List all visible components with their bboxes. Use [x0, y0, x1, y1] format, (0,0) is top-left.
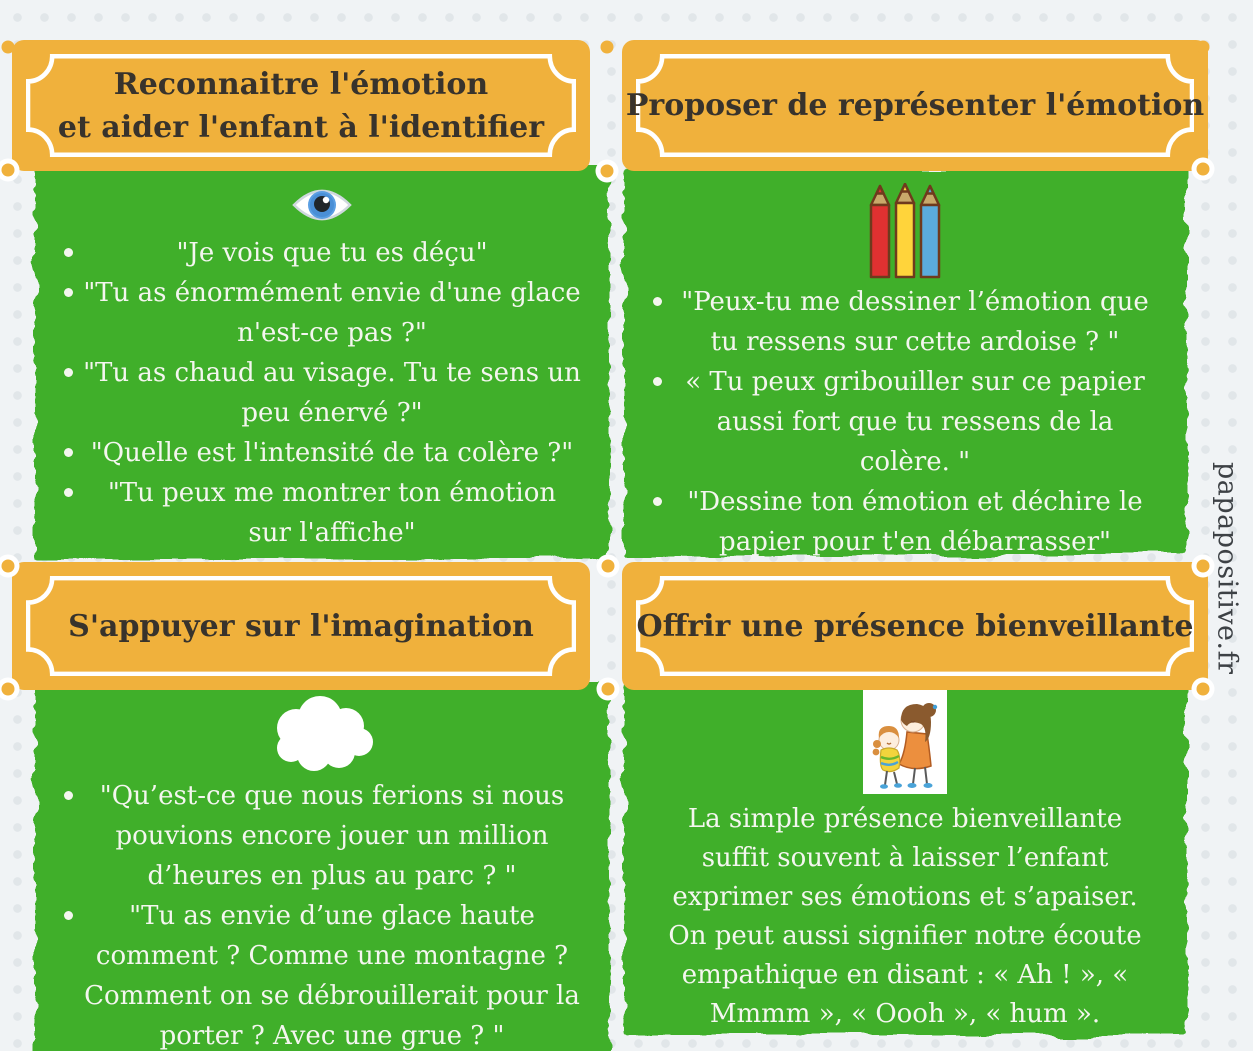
hug-illustration [863, 690, 947, 794]
site-watermark: papapositive.fr [1211, 461, 1243, 675]
pencils-icon [869, 183, 941, 279]
content-box-recognize [35, 171, 609, 559]
list-item: "Qu’est-ce que nous ferions si nous pouvions encore jouer un million d’heures en plus au parc ? " [35, 776, 609, 896]
bullet-list-imagination [35, 776, 609, 1051]
banner-imagination [12, 562, 590, 690]
content-box-represent [624, 174, 1186, 555]
corner-rivet [601, 165, 614, 178]
list-item: « Tu peux gribouiller sur ce papier aussi fort que tu ressens de la colère. " [624, 362, 1186, 482]
corner-rivet [1197, 683, 1210, 696]
list-item: "Dessine ton émotion et déchire le papier pour t'en débarrasser" [624, 482, 1186, 562]
corner-rivet [1197, 163, 1210, 176]
banner-presence [622, 562, 1208, 690]
list-item: "Peux-tu me dessiner l’émotion que tu ressens sur cette ardoise ? " [624, 282, 1186, 362]
corner-rivet [1197, 41, 1210, 54]
corner-rivet [1197, 560, 1210, 573]
section-title-line: Proposer de représenter l'émotion [625, 88, 1205, 123]
section-title-line: Offrir une présence bienveillante [636, 608, 1194, 644]
list-item: "Quelle est l'intensité de ta colère ?" [35, 433, 609, 473]
corner-rivet [2, 41, 15, 54]
list-item: "Tu as envie d’une glace haute comment ? Comme une montagne ? Comment on se débrouillerait pour la porter ? Avec une grue ? " [35, 896, 609, 1051]
list-item: "Tu peux me montrer ton émotion sur l'affiche" [35, 473, 609, 553]
section-title-line: Reconnaitre l'émotion [113, 66, 489, 102]
section-title-line: S'appuyer sur l'imagination [68, 608, 534, 644]
corner-rivet [2, 683, 15, 696]
corner-rivet [2, 164, 15, 177]
corner-rivet [602, 560, 615, 573]
content-box-imagination [35, 688, 609, 1051]
corner-rivet [2, 560, 15, 573]
eye-icon [291, 184, 353, 226]
presence-paragraph: La simple présence bienveillante suffit souvent à laisser l’enfant exprimer ses émotions et s’apaiser. On peut aussi signifier notre écoute empathique en disant : « Ah ! », « Mmmm », « Oooh », « hum ». [668, 804, 1142, 1029]
cloud-icon [266, 694, 378, 774]
list-item: "Je vois que tu es déçu" [35, 233, 609, 273]
section-title-line: et aider l'enfant à l'identifier [57, 109, 545, 145]
bullet-list-represent [624, 282, 1186, 562]
banner-recognize-emotion [12, 40, 590, 171]
corner-rivet [601, 41, 614, 54]
banner-represent-emotion [622, 40, 1208, 171]
list-item: "Tu as énormément envie d'une glace n'est-ce pas ?" [35, 273, 609, 353]
bullet-list-recognize [35, 233, 609, 553]
content-box-presence [624, 688, 1186, 1035]
list-item: "Tu as chaud au visage. Tu te sens un peu énervé ?" [35, 353, 609, 433]
corner-rivet [602, 683, 615, 696]
